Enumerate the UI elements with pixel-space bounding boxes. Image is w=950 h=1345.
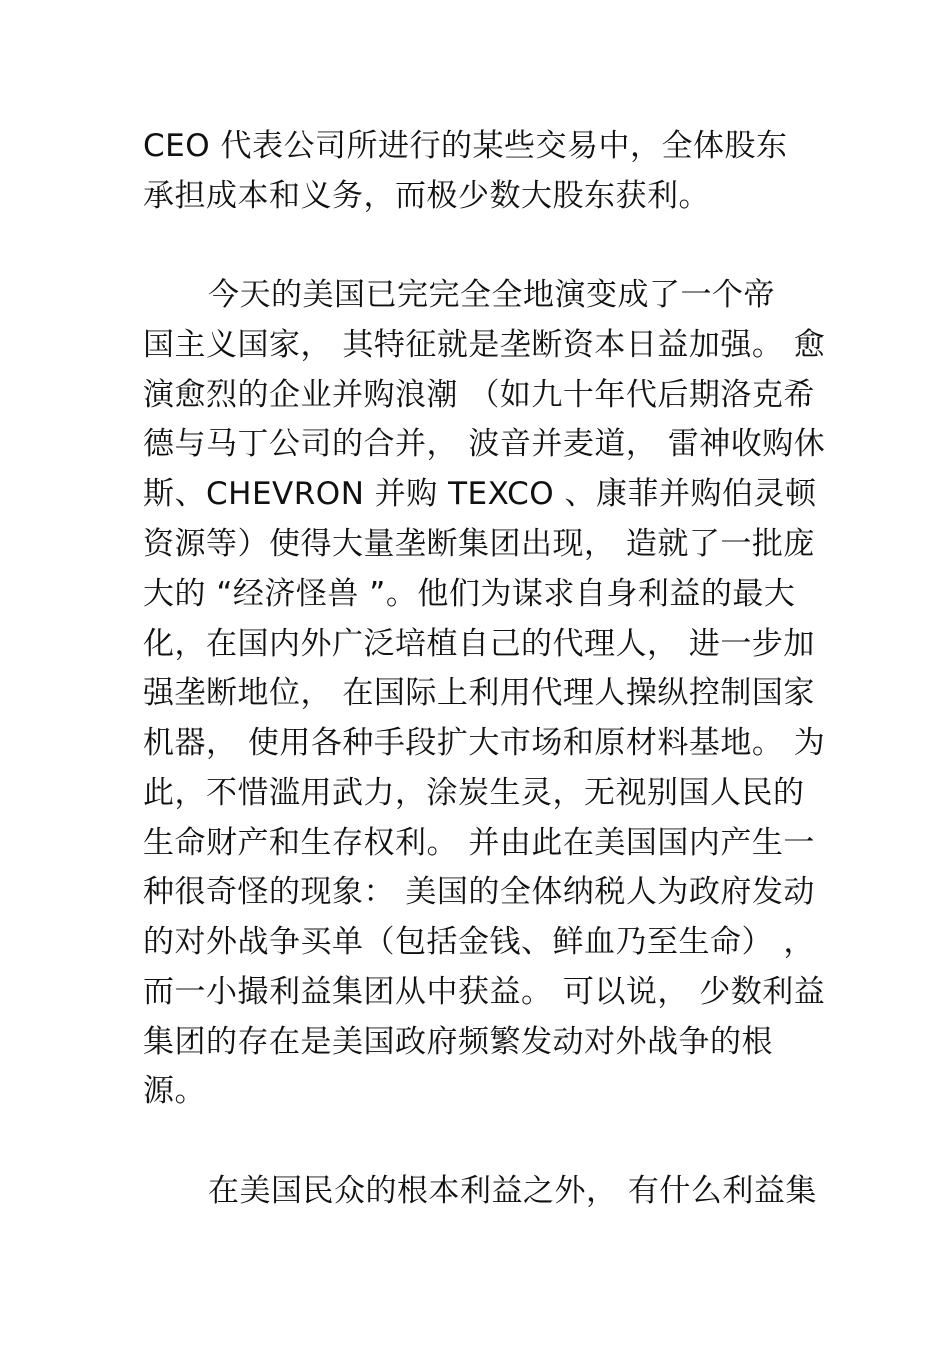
- text-line: 国主义国家， 其特征就是垄断资本日益加强。 愈: [143, 327, 826, 363]
- text-line: 源。: [143, 1073, 206, 1109]
- text-line: 资源等）使得大量垄断集团出现， 造就了一批庞: [143, 526, 815, 562]
- text-line: 今天的美国已完完全全地演变成了一个帝: [208, 277, 775, 313]
- text-line: 化，在国内外广泛培植自己的代理人， 进一步加: [143, 626, 815, 662]
- text-line: 机器， 使用各种手段扩大市场和原材料基地。 为: [143, 725, 826, 761]
- text-line: CEO 代表公司所进行的某些交易中，全体股东: [143, 128, 788, 164]
- text-line: 德与马丁公司的合并， 波音并麦道， 雷神收购休: [143, 426, 826, 462]
- text-line: 的对外战争买单（包括金钱、鲜血乃至生命） ，: [143, 924, 815, 960]
- text-line: 生命财产和生存权利。 并由此在美国国内产生一: [143, 825, 815, 861]
- text-line: 承担成本和义务，而极少数大股东获利。: [143, 178, 710, 214]
- text-line: 斯、CHEVRON 并购 TEXCO 、康菲并购伯灵顿: [143, 476, 817, 512]
- text-line: 集团的存在是美国政府频繁发动对外战争的根: [143, 1024, 773, 1060]
- text-line: 种很奇怪的现象： 美国的全体纳税人为政府发动: [143, 874, 815, 910]
- text-line: 强垄断地位， 在国际上利用代理人操纵控制国家: [143, 675, 815, 711]
- text-line: 而一小撮利益集团从中获益。 可以说， 少数利益: [143, 974, 826, 1010]
- text-line: 演愈烈的企业并购浪潮 （如九十年代后期洛克希: [143, 377, 815, 413]
- text-line: 大的 “经济怪兽 ”。他们为谋求自身利益的最大: [143, 576, 796, 612]
- text-line: 在美国民众的根本利益之外， 有什么利益集: [208, 1173, 817, 1209]
- text-line: 此，不惜滥用武力，涂炭生灵，无视别国人民的: [143, 775, 805, 811]
